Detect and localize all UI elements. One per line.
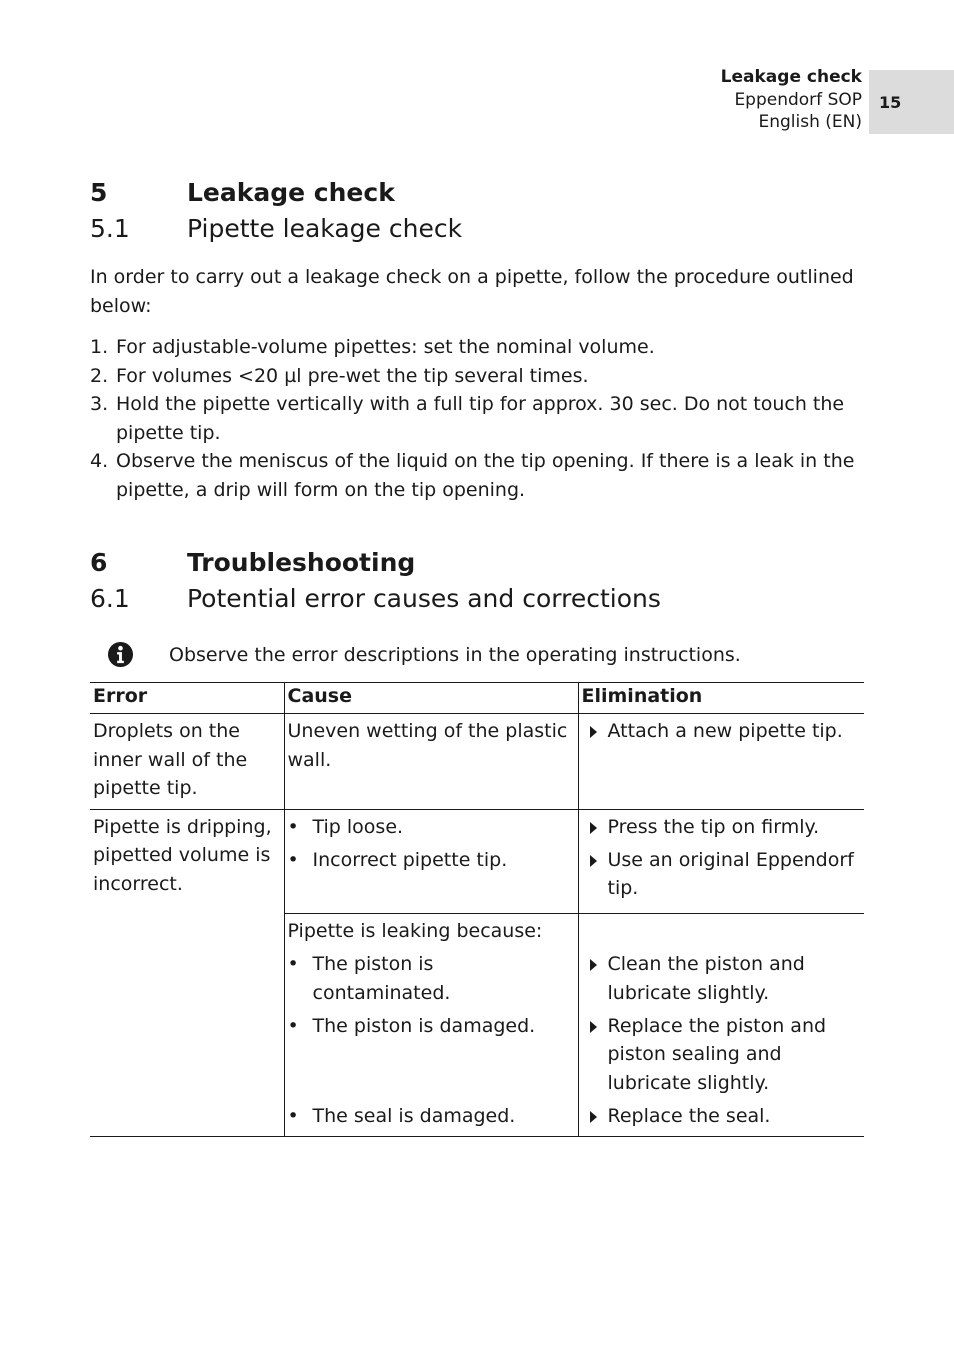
step-text: Hold the pipette vertically with a full tip for approx. 30 sec. Do not touch the pipette tip. xyxy=(116,393,845,444)
elimination-text: Clean the piston and lubricate slightly. xyxy=(607,953,805,1004)
step-text: Observe the meniscus of the liquid on the tip opening. If there is a leak in the pipette, a drip will form on the tip opening. xyxy=(116,450,855,501)
elimination-text: Replace the seal. xyxy=(607,1104,771,1127)
step-item xyxy=(90,390,870,447)
section-title: Troubleshooting xyxy=(187,548,416,577)
step-text: For adjustable-volume pipettes: set the nominal volume. xyxy=(116,336,655,358)
info-icon xyxy=(107,641,134,668)
elimination-cell xyxy=(578,714,864,810)
cause-text: The piston is damaged. xyxy=(312,1014,536,1037)
header-section-title: Leakage check xyxy=(720,67,862,87)
step-number: 1. xyxy=(90,336,109,358)
running-header xyxy=(721,66,862,134)
step-number: 4. xyxy=(90,450,109,472)
note-text: Observe the error descriptions in the operating instructions. xyxy=(169,643,741,666)
step-number: 3. xyxy=(90,393,109,415)
arrow-right-icon xyxy=(590,1021,597,1033)
arrow-right-icon xyxy=(590,959,597,971)
section-number: 6 xyxy=(90,548,108,577)
page-number-tab xyxy=(869,70,954,134)
info-note xyxy=(107,641,741,668)
section-6-heading xyxy=(90,548,415,577)
column-header-error: Error xyxy=(90,683,284,714)
bullet-icon: • xyxy=(287,848,299,871)
page-number: 15 xyxy=(879,92,902,112)
cause-cell xyxy=(284,914,578,1137)
section-6-1-heading xyxy=(90,584,661,613)
arrow-right-icon xyxy=(590,1111,597,1123)
arrow-right-icon xyxy=(590,822,597,834)
elimination-text: Replace the piston and piston sealing and lubricate slightly. xyxy=(607,1014,827,1094)
cause-intro: Pipette is leaking because: xyxy=(287,920,543,942)
bullet-icon: • xyxy=(287,815,299,838)
section-5-1-heading xyxy=(90,214,462,243)
cause-text: The seal is damaged. xyxy=(312,1104,516,1127)
bullet-icon: • xyxy=(287,953,299,975)
section-number: 5 xyxy=(90,178,108,207)
error-cell: Pipette is dripping, pipetted volume is incorrect. xyxy=(90,809,284,1137)
column-header-cause: Cause xyxy=(284,683,578,714)
column-header-elimination: Elimination xyxy=(578,683,864,714)
subsection-number: 5.1 xyxy=(90,214,130,243)
cause-cell xyxy=(284,809,578,914)
troubleshooting-table xyxy=(90,682,864,1137)
table-row xyxy=(90,809,864,914)
elimination-text: Press the tip on firmly. xyxy=(607,815,820,838)
step-item xyxy=(90,333,870,362)
table-row xyxy=(90,714,864,810)
elimination-cell xyxy=(578,809,864,914)
cause-text: Tip loose. xyxy=(312,815,404,838)
elimination-cell xyxy=(578,914,864,1137)
table-header-row xyxy=(90,683,864,714)
procedure-steps xyxy=(90,333,870,504)
arrow-right-icon xyxy=(590,726,597,738)
elimination-text: Attach a new pipette tip. xyxy=(607,720,843,742)
header-document-name: Eppendorf SOP xyxy=(734,89,862,110)
arrow-right-icon xyxy=(590,855,597,867)
section-title: Leakage check xyxy=(187,178,395,207)
step-number: 2. xyxy=(90,364,109,387)
elimination-text: Use an original Eppendorf tip. xyxy=(607,848,854,899)
step-text: For volumes <20 µl pre-wet the tip several times. xyxy=(116,364,589,387)
intro-paragraph: In order to carry out a leakage check on a pipette, follow the procedure outlined below: xyxy=(90,266,854,317)
bullet-icon: • xyxy=(287,1104,299,1127)
subsection-title: Potential error causes and corrections xyxy=(187,584,661,613)
step-item xyxy=(90,447,870,504)
cause-text: Incorrect pipette tip. xyxy=(312,848,508,871)
section-5-heading xyxy=(90,178,395,207)
subsection-number: 6.1 xyxy=(90,584,130,613)
error-cell: Droplets on the inner wall of the pipette tip. xyxy=(90,714,284,810)
bullet-icon: • xyxy=(287,1014,299,1037)
cause-cell: Uneven wetting of the plastic wall. xyxy=(284,714,578,810)
step-item xyxy=(90,362,870,391)
header-language: English (EN) xyxy=(758,112,862,132)
subsection-title: Pipette leakage check xyxy=(187,214,463,243)
cause-text: The piston is contaminated. xyxy=(312,953,451,1004)
